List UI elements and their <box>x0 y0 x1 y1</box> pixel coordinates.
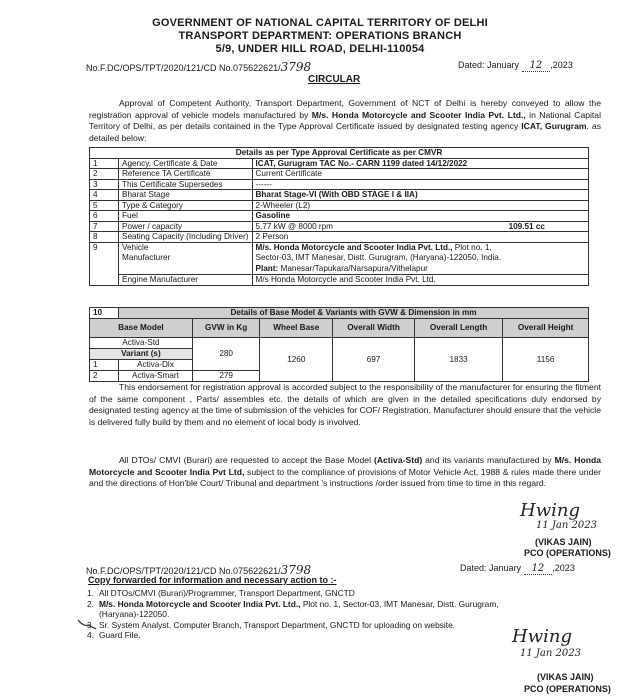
list-item: 1. All DTOs/CMVI (Burari)/Programmer, Transport Department, GNCTD <box>87 588 355 598</box>
table-row: 1 Agency, Certificate & Date ICAT, Gurugram TAC No.- CARN 1199 dated 14/12/2022 <box>90 158 589 169</box>
reference-number-2: No.F.DC/OPS/TPT/2020/121/CD No.075622621/3798 <box>86 563 312 577</box>
signatory-name-2: (VIKAS JAIN) <box>537 672 594 682</box>
table-row: Variant (s) <box>90 349 589 360</box>
signature-1-date: 11 Jan 2023 <box>536 520 597 531</box>
specification-table <box>89 147 589 286</box>
circular-title: CIRCULAR <box>308 74 361 85</box>
list-item: 3. Sr. System Analyst, Computer Branch, Transport Department, GNCTD for uploading on website. <box>87 619 456 630</box>
list-item: 2. M/s. Honda Motorcycle and Scooter India Pvt. Ltd., Plot no. 1, Sector-03, IMT Manesar, Distt. Gurugram, <box>87 598 499 609</box>
dto-paragraph: All DTOs/ CMVI (Burari) are requested to accept the Base Model (Activa-Std) and its variants manufactured by M/s. Honda Motorcycle and Scooter India Pvt Ltd, subject to the compliance of provisions of Motor Vehicle Act, 1988 & rules made there under and the directions of Hon'ble Court/ Tribunal and department 's instructions /order issued from time to time in this regard. <box>89 455 601 489</box>
table-row: 8 Seating Capacity (Including Driver) 2 Person <box>90 232 589 243</box>
table-row: Engine Manufacturer M/s Honda Motorcycle and Scooter India Pvt. Ltd. <box>90 275 589 286</box>
reference-date: Dated: January 12 ,2023 <box>458 60 573 71</box>
table-row: 1 Activa-Dlx <box>90 360 589 371</box>
reference-date-2: Dated: January 12 ,2023 <box>460 563 575 574</box>
table-row: 2 Reference TA Certificate Current Certificate <box>90 169 589 180</box>
table-row: 3 This Certificate Supersedes ------ <box>90 179 589 190</box>
table-row: 7 Power / capacity 5.77 kW @ 8000 rpm 109.51 cc <box>90 221 589 232</box>
variant-table: 10 Details of Base Model & Variants with GVW & Dimension in mm Base Model GVW in Kg Wheel Base Overall Width Overall Length Overall Height Activa-Std 280 1260 697 1833 1156 Variant (s) 1 Activa-Dlx 2 Activa-Smart 279 <box>89 307 589 382</box>
spec-table-heading: Details as per Type Approval Certificate as per CMVR <box>90 148 589 159</box>
list-item: 4. Guard File. <box>87 630 141 641</box>
handwritten-tick-mark <box>76 617 98 631</box>
signature-2: Hwing <box>512 626 572 647</box>
table-row: Activa-Std 280 1260 697 1833 1156 <box>90 338 589 349</box>
signatory-designation-1: PCO (OPERATIONS) <box>524 548 611 558</box>
intro-paragraph: Approval of Competent Authority, Transport Department, Government of NCT of Delhi is hereby conveyed to allow the registration approval of vehicle models manufactured by M/s. Honda Motorcycle and Scooter India Pvt. Ltd., in National Capital Territory of Delhi, as per details contained in the Type Approval Certificate issued by designated testing agency ICAT, Gurugram, as detailed below: <box>89 98 601 143</box>
header-line-1: GOVERNMENT OF NATIONAL CAPITAL TERRITORY OF DELHI <box>152 17 488 29</box>
table-row: 5 Type & Category 2-Wheeler (L2) <box>90 200 589 211</box>
list-item: (Haryana)-122050. <box>99 609 170 620</box>
variant-table-heading: Details of Base Model & Variants with GVW & Dimension in mm <box>119 308 589 319</box>
table-row: 2 Activa-Smart 279 <box>90 371 589 382</box>
signatory-designation-2: PCO (OPERATIONS) <box>524 684 611 694</box>
table-row: 6 Fuel Gasoline <box>90 211 589 222</box>
signature-1: Hwing <box>520 500 580 521</box>
header-line-3: 5/9, UNDER HILL ROAD, DELHI-110054 <box>215 43 425 55</box>
table-row: 4 Bharat Stage Bharat Stage-VI (With OBD STAGE I & IIA) <box>90 190 589 201</box>
reference-number: No.F.DC/OPS/TPT/2020/121/CD No.075622621/3798 <box>86 60 312 74</box>
table-row: 9 Vehicle Manufacturer M/s. Honda Motorcycle and Scooter India Pvt. Ltd., Plot no. 1, Sector-03, IMT Manesar, Distt. Gurugram, (Haryana)-122050, India. Plant: Manesar/Tapukara/Narsapura/Vithelapur <box>90 242 589 275</box>
copy-list <box>87 588 499 641</box>
copy-heading: Copy forwarded for information and necessary action to :- <box>88 575 337 585</box>
signature-2-date: 11 Jan 2023 <box>520 648 581 659</box>
signatory-name-1: (VIKAS JAIN) <box>535 537 592 547</box>
endorsement-paragraph: This endorsement for registration approval is accorded subject to the responsibility of the manufacturer for ensuring the fitment of the same component , Parts/ assembles etc. the details of which are given in the detailed specifications duly endorsed by designated testing agency at the time of submission of the vehicles for COF/ Registration. Manufacturer should ensure that the vehicle is delivered fully build by them and no element of local body is involved. <box>89 382 601 427</box>
header-line-2: TRANSPORT DEPARTMENT: OPERATIONS BRANCH <box>178 30 462 42</box>
variant-header-row: Base Model GVW in Kg Wheel Base Overall Width Overall Length Overall Height <box>90 319 589 338</box>
handwritten-number: 3798 <box>280 60 312 74</box>
